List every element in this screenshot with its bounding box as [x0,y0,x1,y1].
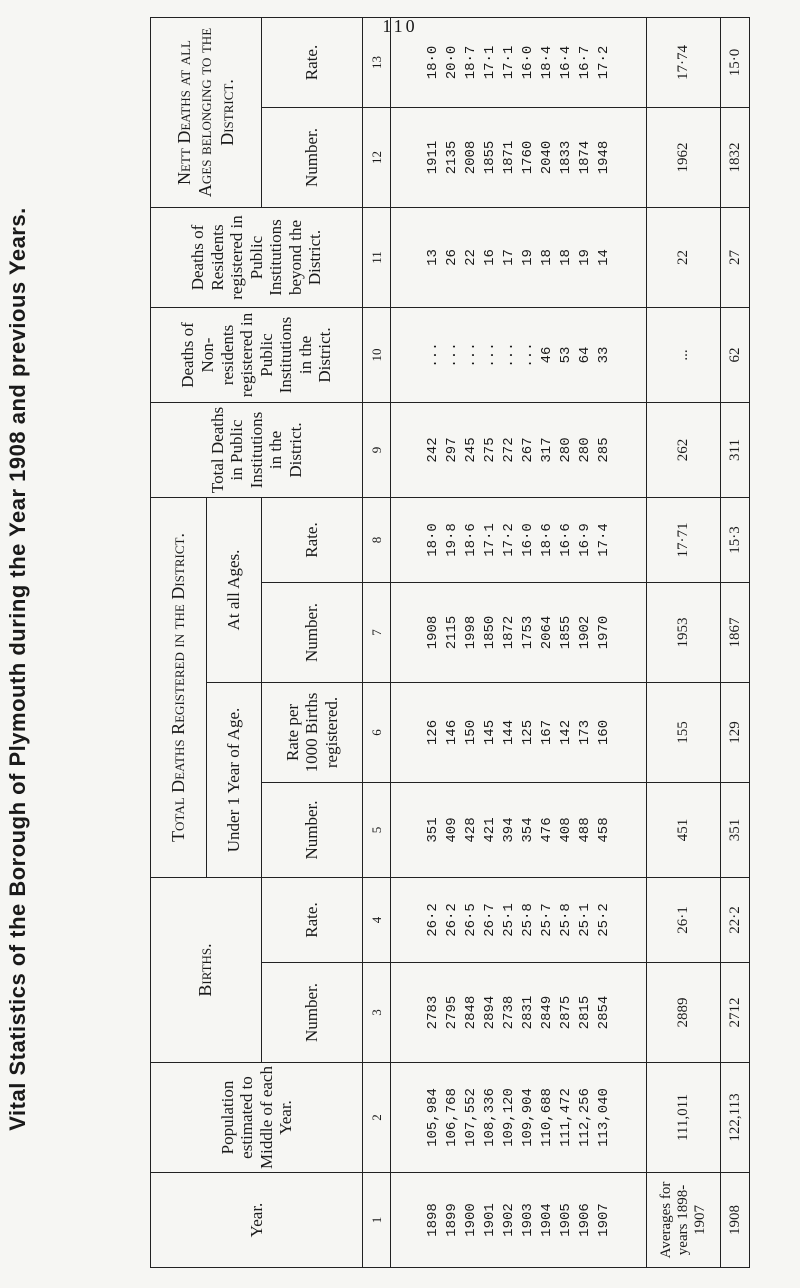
vital-statistics-table [150,17,750,1268]
under-one-rate-header: Rate per 1000 Births registered. [261,682,362,782]
table-cell: 167 [538,719,555,746]
table-cell: 351 [424,817,441,843]
table-cell: 18 [538,249,555,266]
table-cell: 1907 [595,1203,612,1237]
table-cell: 2064 [538,615,555,650]
column-number: 11 [363,207,391,307]
year-1908-row [721,17,750,1267]
table-cell: 488 [576,817,593,843]
column-number: 6 [363,682,391,782]
table-cell: 1855 [557,615,574,650]
avg-total-public: 262 [647,402,721,497]
non-residents-column [390,307,647,402]
under-one-number-header: Number. [261,782,362,877]
avg-non-residents: ... [647,307,721,402]
total-public-column [390,402,647,497]
table-cell: 112,256 [576,1088,593,1147]
births-rate-header: Rate. [261,877,362,962]
table-cell: 2040 [538,140,555,175]
table-cell: 428 [462,817,479,843]
column-number: 4 [363,877,391,962]
table-cell: 476 [538,817,555,843]
table-cell: 1904 [538,1203,555,1237]
column-number-row [363,17,391,1267]
table-cell: 16·0 [519,45,536,80]
table-cell: 107,552 [462,1088,479,1147]
table-cell: 2815 [576,995,593,1030]
table-cell: 13 [424,249,441,266]
table-cell: ... [500,342,517,368]
table-cell: 160 [595,719,612,746]
table-cell: 1906 [576,1203,593,1237]
table-cell: 1911 [424,140,441,175]
table-cell: 2783 [424,995,441,1030]
table-cell: 18·6 [538,523,555,557]
column-number: 1 [363,1173,391,1268]
table-cell: 2831 [519,995,536,1030]
table-cell: 25·1 [576,903,593,937]
y1908-nett-rate: 15·0 [721,17,750,107]
table-cell: 354 [519,817,536,843]
non-residents-header: Deaths of Non-residents registered in Public Institutions in the District. [151,307,363,402]
column-number: 9 [363,402,391,497]
table-cell: 46 [538,346,555,364]
table-cell: 2738 [500,995,517,1030]
avg-all-ages-number: 1953 [647,582,721,682]
table-cell: 1760 [519,140,536,175]
table-cell: 18·0 [424,523,441,557]
table-cell: 26·2 [424,903,441,937]
table-cell: 1850 [481,615,498,650]
total-deaths-header: Total Deaths Registered in the District. [151,497,207,877]
table-cell: 275 [481,437,498,463]
table-cell: ... [462,342,479,368]
y1908-population: 122,113 [721,1063,750,1173]
under-one-header: Under 1 Year of Age. [206,682,261,877]
all-ages-number-header: Number. [261,582,362,682]
table-cell: 421 [481,817,498,843]
table-cell: 1874 [576,140,593,175]
table-cell: 2795 [443,995,460,1030]
all-ages-rate-column [390,497,647,582]
y1908-nett-number: 1832 [721,107,750,207]
table-cell: 142 [557,719,574,746]
table-cell: 2894 [481,995,498,1030]
table-cell: 2854 [595,995,612,1030]
y1908-under-one-rate: 129 [721,682,750,782]
births-number-header: Number. [261,963,362,1063]
nett-rate-column [390,17,647,107]
table-cell: 394 [500,817,517,843]
table-cell: 26·5 [462,903,479,937]
residents-beyond-column [390,207,647,307]
table-cell: 297 [443,437,460,463]
table-cell: 409 [443,817,460,843]
table-cell: 2115 [443,615,460,650]
nett-deaths-header: Nett Deaths at all Ages belonging to the District. [151,17,262,207]
table-cell: 108,336 [481,1088,498,1147]
table-cell: 109,120 [500,1088,517,1147]
nett-number-column [390,107,647,207]
nett-number-header: Number. [261,107,362,207]
nett-rate-header: Rate. [261,17,362,107]
table-cell: 458 [595,817,612,843]
table-cell: 1753 [519,615,536,650]
table-cell: 1898 [424,1203,441,1237]
y1908-residents-beyond: 27 [721,207,750,307]
avg-under-one-number: 451 [647,782,721,877]
table-cell: 26·2 [443,903,460,937]
column-number: 2 [363,1063,391,1173]
total-public-header: Total Deaths in Public Institutions in the District. [151,402,363,497]
table-cell: 1872 [500,615,517,650]
column-number: 5 [363,782,391,877]
residents-beyond-header: Deaths of Residents registered in Public Institutions beyond the District. [151,207,363,307]
avg-births-number: 2889 [647,963,721,1063]
table-cell: 113,040 [595,1088,612,1147]
table-cell: 1871 [500,140,517,175]
under-one-number-column [390,782,647,877]
table-cell: 144 [500,719,517,746]
table-cell: 25·1 [500,903,517,937]
avg-births-rate: 26·1 [647,877,721,962]
table-cell: 1902 [500,1203,517,1237]
table-cell: 280 [557,437,574,463]
table-cell: 1899 [443,1203,460,1237]
table-cell: 64 [576,346,593,364]
table-cell: 2875 [557,995,574,1030]
column-number: 12 [363,107,391,207]
yearly-data-row [390,17,647,1267]
table-cell: 1855 [481,140,498,175]
births-header: Births. [151,877,262,1062]
table-cell: 105,984 [424,1088,441,1147]
avg-nett-rate: 17·74 [647,17,721,107]
table-cell: 26·7 [481,903,498,937]
population-column [390,1063,647,1173]
table-cell: 1948 [595,140,612,175]
table-cell: 145 [481,719,498,746]
table-cell: 16 [481,249,498,266]
table-cell: 126 [424,719,441,746]
table-cell: 26 [443,249,460,266]
table-cell: 25·8 [519,903,536,937]
table-cell: 18·0 [424,45,441,80]
table-cell: 173 [576,719,593,746]
table-cell: 1998 [462,615,479,650]
all-ages-number-column [390,582,647,682]
table-cell: 280 [576,437,593,463]
table-cell: 317 [538,437,555,463]
table-cell: 14 [595,249,612,266]
table-cell: 17 [500,249,517,266]
year-header: Year. [151,1173,363,1268]
table-cell: 1900 [462,1203,479,1237]
table-cell: 2848 [462,995,479,1030]
table-cell: 53 [557,346,574,364]
table-cell: 18·4 [538,45,555,80]
table-cell: 19 [519,249,536,266]
table-cell: 146 [443,719,460,746]
table-cell: 22 [462,249,479,266]
table-cell: 16·6 [557,523,574,557]
under-one-rate-column [390,682,647,782]
table-cell: 242 [424,437,441,463]
table-cell: 17·1 [500,45,517,80]
table-cell: 25·8 [557,903,574,937]
table-cell: 109,904 [519,1088,536,1147]
table-cell: 19 [576,249,593,266]
table-cell: 2008 [462,140,479,175]
averages-row [647,17,721,1267]
column-number: 7 [363,582,391,682]
table-cell: ... [443,342,460,368]
year-column [390,1173,647,1268]
year-1908-label: 1908 [721,1173,750,1268]
avg-nett-number: 1962 [647,107,721,207]
table-cell: 25·7 [538,903,555,937]
table-cell: 267 [519,437,536,463]
table-cell: 19·8 [443,523,460,557]
table-cell: 16·0 [519,523,536,557]
table-cell: 106,768 [443,1088,460,1147]
population-header: Population estimated to Middle of each Year. [151,1063,363,1173]
table-cell: 18·6 [462,523,479,557]
y1908-births-rate: 22·2 [721,877,750,962]
y1908-all-ages-number: 1867 [721,582,750,682]
table-cell: 17·1 [481,523,498,557]
y1908-total-public: 311 [721,402,750,497]
table-cell: 1905 [557,1203,574,1237]
table-cell: 17·2 [595,45,612,80]
statistics-table-rotated [150,27,750,1268]
table-cell: 18·7 [462,45,479,80]
table-cell: 1908 [424,615,441,650]
table-cell: ... [424,342,441,368]
births-rate-column [390,877,647,962]
table-cell: 1902 [576,615,593,650]
table-cell: 16·4 [557,45,574,80]
y1908-births-number: 2712 [721,963,750,1063]
births-number-column [390,963,647,1063]
table-cell: 16·9 [576,523,593,557]
table-cell: 33 [595,346,612,364]
y1908-under-one-number: 351 [721,782,750,877]
column-number: 8 [363,497,391,582]
table-cell: ... [519,342,536,368]
table-cell: 16·7 [576,45,593,80]
page-title: Vital Statistics of the Borough of Plymouth during the Year 1908 and previous Years. [5,207,30,1131]
column-number: 3 [363,963,391,1063]
table-cell: 1833 [557,140,574,175]
table-cell: 20·0 [443,45,460,80]
averages-label: Averages for years 1898-1907 [647,1173,721,1268]
table-cell: 408 [557,817,574,843]
avg-under-one-rate: 155 [647,682,721,782]
table-cell: 285 [595,437,612,463]
table-cell: 1903 [519,1203,536,1237]
table-cell: 2849 [538,995,555,1030]
column-number: 13 [363,17,391,107]
table-cell: 125 [519,719,536,746]
avg-all-ages-rate: 17·71 [647,497,721,582]
table-cell: 25·2 [595,903,612,937]
header-row-groups [151,17,207,1267]
table-cell: 17·4 [595,523,612,557]
column-number: 10 [363,307,391,402]
table-cell: 111,472 [557,1088,574,1147]
avg-residents-beyond: 22 [647,207,721,307]
table-cell: 150 [462,719,479,746]
avg-population: 111,011 [647,1063,721,1173]
y1908-all-ages-rate: 15·3 [721,497,750,582]
page-number: 110 [382,16,418,36]
table-cell: 272 [500,437,517,463]
all-ages-header: At all Ages. [206,497,261,682]
table-cell: 2135 [443,140,460,175]
table-cell: 17·1 [481,45,498,80]
table-cell: ... [481,342,498,368]
table-cell: 1970 [595,615,612,650]
table-cell: 18 [557,249,574,266]
all-ages-rate-header: Rate. [261,497,362,582]
y1908-non-residents: 62 [721,307,750,402]
table-cell: 245 [462,437,479,463]
table-cell: 110,688 [538,1088,555,1147]
table-cell: 1901 [481,1203,498,1237]
table-cell: 17·2 [500,523,517,557]
